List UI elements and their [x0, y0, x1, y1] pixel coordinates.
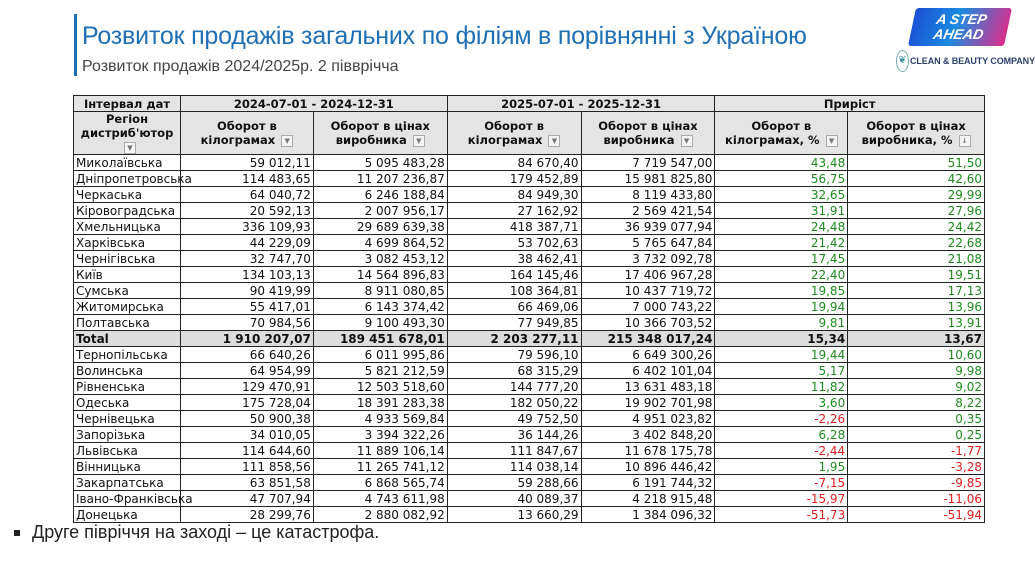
value-cell: 3 732 092,78 — [581, 251, 715, 267]
page-title: Розвиток продажів загальних по філіям в порівнянні з Україною — [82, 22, 807, 50]
region-cell: Total — [74, 331, 181, 347]
value-cell: 17,45 — [715, 251, 848, 267]
value-cell: 51,50 — [848, 155, 985, 171]
region-cell: Волинська — [74, 363, 181, 379]
column-header-col-price[interactable] — [313, 112, 447, 155]
value-cell: 336 109,93 — [181, 219, 314, 235]
value-cell: 2 880 082,92 — [313, 507, 447, 523]
value-cell: 19 902 701,98 — [581, 395, 715, 411]
table-row — [74, 507, 985, 523]
value-cell: 21,42 — [715, 235, 848, 251]
value-cell: 3,60 — [715, 395, 848, 411]
value-cell: 418 387,71 — [447, 219, 581, 235]
table-row — [74, 315, 985, 331]
bullet-icon — [14, 530, 20, 536]
filter-dropdown-icon[interactable]: ▼ — [826, 135, 838, 147]
value-cell: 9,81 — [715, 315, 848, 331]
value-cell: 4 218 915,48 — [581, 491, 715, 507]
column-header-label: Оборот в цінах виробника, % — [861, 119, 966, 147]
value-cell: 5 095 483,28 — [313, 155, 447, 171]
value-cell: 36 144,26 — [447, 427, 581, 443]
region-cell: Чернігівська — [74, 251, 181, 267]
bullet-text: Друге півріччя на заході – це катастрофа. — [32, 522, 380, 542]
table-row — [74, 491, 985, 507]
value-cell: 32,65 — [715, 187, 848, 203]
value-cell: 114 644,60 — [181, 443, 314, 459]
region-cell: Житомирська — [74, 299, 181, 315]
period1-header: 2024-07-01 - 2024-12-31 — [181, 96, 448, 112]
value-cell: 12 503 518,60 — [313, 379, 447, 395]
value-cell: -51,94 — [848, 507, 985, 523]
table-row — [74, 219, 985, 235]
value-cell: 215 348 017,24 — [581, 331, 715, 347]
region-cell: Харківська — [74, 235, 181, 251]
value-cell: 4 743 611,98 — [313, 491, 447, 507]
value-cell: 3 082 453,12 — [313, 251, 447, 267]
value-cell: 114 038,14 — [447, 459, 581, 475]
value-cell: 6 143 374,42 — [313, 299, 447, 315]
filter-dropdown-icon[interactable]: ▼ — [281, 135, 293, 147]
value-cell: 6 011 995,86 — [313, 347, 447, 363]
value-cell: 2 569 421,54 — [581, 203, 715, 219]
table-row — [74, 267, 985, 283]
value-cell: 129 470,91 — [181, 379, 314, 395]
table-row — [74, 379, 985, 395]
value-cell: 59 288,66 — [447, 475, 581, 491]
value-cell: 114 483,65 — [181, 171, 314, 187]
column-header-col-kg[interactable] — [447, 112, 581, 155]
value-cell: 70 984,56 — [181, 315, 314, 331]
value-cell: 4 699 864,52 — [313, 235, 447, 251]
value-cell: 27 162,92 — [447, 203, 581, 219]
value-cell: 1 384 096,32 — [581, 507, 715, 523]
value-cell: 34 010,05 — [181, 427, 314, 443]
value-cell: 10 366 703,52 — [581, 315, 715, 331]
value-cell: -1,77 — [848, 443, 985, 459]
total-row — [74, 331, 985, 347]
column-header-col-price-pct[interactable] — [848, 112, 985, 155]
value-cell: 10 896 446,42 — [581, 459, 715, 475]
column-header-label: Оборот в кілограмах — [467, 119, 545, 147]
table-row — [74, 475, 985, 491]
value-cell: 29 689 639,38 — [313, 219, 447, 235]
table-row — [74, 299, 985, 315]
table-row — [74, 363, 985, 379]
value-cell: 6 868 565,74 — [313, 475, 447, 491]
value-cell: 40 089,37 — [447, 491, 581, 507]
region-cell: Кіровоградська — [74, 203, 181, 219]
value-cell: 42,60 — [848, 171, 985, 187]
region-cell: Київ — [74, 267, 181, 283]
column-header-label: Оборот в цінах виробника — [330, 119, 430, 147]
value-cell: 13 660,29 — [447, 507, 581, 523]
region-cell: Вінницька — [74, 459, 181, 475]
value-cell: 63 851,58 — [181, 475, 314, 491]
region-cell: Черкаська — [74, 187, 181, 203]
value-cell: 8,22 — [848, 395, 985, 411]
value-cell: 108 364,81 — [447, 283, 581, 299]
logo-company-name: CLEAN & BEAUTY COMPANY — [910, 56, 1035, 66]
value-cell: 64 954,99 — [181, 363, 314, 379]
region-cell: Рівненська — [74, 379, 181, 395]
value-cell: 66 469,06 — [447, 299, 581, 315]
value-cell: 6 402 101,04 — [581, 363, 715, 379]
region-cell: Запорізька — [74, 427, 181, 443]
value-cell: 3 402 848,20 — [581, 427, 715, 443]
value-cell: 27,96 — [848, 203, 985, 219]
value-cell: 144 777,20 — [447, 379, 581, 395]
value-cell: 17 406 967,28 — [581, 267, 715, 283]
table-row — [74, 155, 985, 171]
value-cell: -3,28 — [848, 459, 985, 475]
value-cell: 13,96 — [848, 299, 985, 315]
value-cell: 7 000 743,22 — [581, 299, 715, 315]
region-cell: Тернопільська — [74, 347, 181, 363]
region-cell: Хмельницька — [74, 219, 181, 235]
filter-dropdown-icon[interactable]: ▼ — [124, 142, 136, 154]
table-row — [74, 283, 985, 299]
filter-dropdown-icon[interactable]: ▼ — [681, 135, 693, 147]
value-cell: 179 452,89 — [447, 171, 581, 187]
value-cell: 84 670,40 — [447, 155, 581, 171]
column-header-col-price[interactable] — [581, 112, 715, 155]
sales-table — [73, 95, 985, 523]
region-cell: Закарпатська — [74, 475, 181, 491]
value-cell: 5 821 212,59 — [313, 363, 447, 379]
value-cell: 50 900,38 — [181, 411, 314, 427]
page-subtitle: Розвиток продажів 2024/2025р. 2 півврічча — [82, 58, 399, 75]
value-cell: 84 949,30 — [447, 187, 581, 203]
value-cell: 6 649 300,26 — [581, 347, 715, 363]
value-cell: 3 394 322,26 — [313, 427, 447, 443]
column-header-col-kg[interactable] — [181, 112, 314, 155]
value-cell: -15,97 — [715, 491, 848, 507]
value-cell: 15,34 — [715, 331, 848, 347]
filter-dropdown-icon[interactable]: ▼ — [548, 135, 560, 147]
column-header-label: Регіон дистриб'ютор — [80, 112, 174, 140]
value-cell: 17,13 — [848, 283, 985, 299]
value-cell: 68 315,29 — [447, 363, 581, 379]
value-cell: 9 100 493,30 — [313, 315, 447, 331]
value-cell: 6 191 744,32 — [581, 475, 715, 491]
value-cell: 5 765 647,84 — [581, 235, 715, 251]
value-cell: 64 040,72 — [181, 187, 314, 203]
value-cell: 10 437 719,72 — [581, 283, 715, 299]
value-cell: 2 203 277,11 — [447, 331, 581, 347]
value-cell: 1,95 — [715, 459, 848, 475]
value-cell: 11 265 741,12 — [313, 459, 447, 475]
table-row — [74, 443, 985, 459]
value-cell: 4 933 569,84 — [313, 411, 447, 427]
value-cell: 0,35 — [848, 411, 985, 427]
value-cell: 134 103,13 — [181, 267, 314, 283]
column-header-label: Оборот в цінах виробника — [598, 119, 698, 147]
table-row — [74, 411, 985, 427]
value-cell: 19,51 — [848, 267, 985, 283]
period2-header: 2025-07-01 - 2025-12-31 — [447, 96, 715, 112]
value-cell: 90 419,99 — [181, 283, 314, 299]
value-cell: 59 012,11 — [181, 155, 314, 171]
value-cell: 15 981 825,80 — [581, 171, 715, 187]
region-cell: Одеська — [74, 395, 181, 411]
column-header-col-region[interactable] — [74, 112, 181, 155]
value-cell: 2 007 956,17 — [313, 203, 447, 219]
value-cell: -9,85 — [848, 475, 985, 491]
bird-icon: ❦ — [896, 50, 909, 72]
region-cell: Донецька — [74, 507, 181, 523]
region-cell: Миколаївська — [74, 155, 181, 171]
value-cell: 43,48 — [715, 155, 848, 171]
value-cell: 11 207 236,87 — [313, 171, 447, 187]
value-cell: 0,25 — [848, 427, 985, 443]
value-cell: 36 939 077,94 — [581, 219, 715, 235]
value-cell: 11 889 106,14 — [313, 443, 447, 459]
value-cell: 20 592,13 — [181, 203, 314, 219]
region-cell: Сумська — [74, 283, 181, 299]
value-cell: 1 910 207,07 — [181, 331, 314, 347]
value-cell: -51,73 — [715, 507, 848, 523]
value-cell: 13,67 — [848, 331, 985, 347]
value-cell: -7,15 — [715, 475, 848, 491]
region-cell: Чернівецька — [74, 411, 181, 427]
value-cell: 79 596,10 — [447, 347, 581, 363]
value-cell: -2,44 — [715, 443, 848, 459]
title-accent-bar — [74, 14, 77, 76]
value-cell: 9,98 — [848, 363, 985, 379]
region-cell: Дніпропетровська — [74, 171, 181, 187]
value-cell: 38 462,41 — [447, 251, 581, 267]
value-cell: 6 246 188,84 — [313, 187, 447, 203]
column-header-label: Оборот в кілограмах — [200, 119, 277, 147]
value-cell: 13 631 483,18 — [581, 379, 715, 395]
growth-header: Приріст — [715, 96, 985, 112]
value-cell: 164 145,46 — [447, 267, 581, 283]
value-cell: 7 719 547,00 — [581, 155, 715, 171]
value-cell: 29,99 — [848, 187, 985, 203]
value-cell: 31,91 — [715, 203, 848, 219]
logo-banner: A STEP AHEAD — [908, 8, 1012, 46]
value-cell: 24,48 — [715, 219, 848, 235]
value-cell: 14 564 896,83 — [313, 267, 447, 283]
value-cell: 11,82 — [715, 379, 848, 395]
value-cell: 32 747,70 — [181, 251, 314, 267]
table-row — [74, 235, 985, 251]
table-row — [74, 395, 985, 411]
value-cell: 49 752,50 — [447, 411, 581, 427]
value-cell: 19,85 — [715, 283, 848, 299]
column-header-col-kg-pct[interactable] — [715, 112, 848, 155]
value-cell: 24,42 — [848, 219, 985, 235]
table-row — [74, 187, 985, 203]
value-cell: 44 229,09 — [181, 235, 314, 251]
value-cell: 111 847,67 — [447, 443, 581, 459]
region-cell: Полтавська — [74, 315, 181, 331]
value-cell: 189 451 678,01 — [313, 331, 447, 347]
value-cell: -2,26 — [715, 411, 848, 427]
table-row — [74, 203, 985, 219]
value-cell: 28 299,76 — [181, 507, 314, 523]
value-cell: 19,44 — [715, 347, 848, 363]
value-cell: 111 858,56 — [181, 459, 314, 475]
value-cell: 9,02 — [848, 379, 985, 395]
region-cell: Івано-Франківська — [74, 491, 181, 507]
bullet-note — [14, 522, 379, 543]
table-row — [74, 347, 985, 363]
region-cell: Львівська — [74, 443, 181, 459]
value-cell: 47 707,94 — [181, 491, 314, 507]
value-cell: 4 951 023,82 — [581, 411, 715, 427]
value-cell: 56,75 — [715, 171, 848, 187]
value-cell: 18 391 283,38 — [313, 395, 447, 411]
value-cell: 19,94 — [715, 299, 848, 315]
value-cell: 13,91 — [848, 315, 985, 331]
value-cell: 53 702,63 — [447, 235, 581, 251]
sort-filter-icon[interactable]: ↓ — [959, 135, 971, 147]
value-cell: -11,06 — [848, 491, 985, 507]
value-cell: 6,28 — [715, 427, 848, 443]
column-header-label: Оборот в кілограмах, % — [725, 119, 820, 147]
value-cell: 10,60 — [848, 347, 985, 363]
value-cell: 77 949,85 — [447, 315, 581, 331]
interval-label: Інтервал дат — [74, 96, 181, 112]
value-cell: 22,68 — [848, 235, 985, 251]
filter-dropdown-icon[interactable]: ▼ — [413, 135, 425, 147]
table-row — [74, 459, 985, 475]
table-row — [74, 171, 985, 187]
value-cell: 22,40 — [715, 267, 848, 283]
value-cell: 8 911 080,85 — [313, 283, 447, 299]
table-row — [74, 251, 985, 267]
value-cell: 66 640,26 — [181, 347, 314, 363]
table-row — [74, 427, 985, 443]
value-cell: 182 050,22 — [447, 395, 581, 411]
value-cell: 21,08 — [848, 251, 985, 267]
value-cell: 11 678 175,78 — [581, 443, 715, 459]
value-cell: 5,17 — [715, 363, 848, 379]
value-cell: 55 417,01 — [181, 299, 314, 315]
value-cell: 175 728,04 — [181, 395, 314, 411]
company-logo — [896, 6, 1035, 78]
value-cell: 8 119 433,80 — [581, 187, 715, 203]
